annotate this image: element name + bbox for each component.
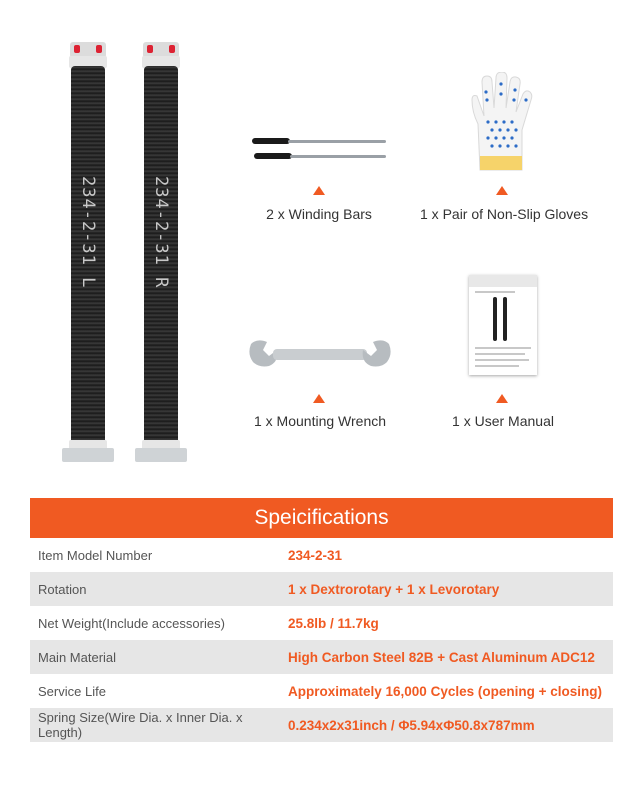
spec-value: Approximately 16,000 Cycles (opening + closing) xyxy=(288,683,602,699)
torsion-spring-left xyxy=(71,66,105,446)
pointer-triangle-icon xyxy=(313,394,325,403)
torsion-spring-right xyxy=(144,66,178,446)
gloves-icon xyxy=(468,72,538,172)
spring-label: 234-2-31 R xyxy=(151,176,171,289)
pointer-triangle-icon xyxy=(313,186,325,195)
spec-title: Speicifications xyxy=(30,498,613,538)
spec-key: Rotation xyxy=(38,581,87,597)
spring-plate xyxy=(135,448,187,462)
accessory-caption: 2 x Winding Bars xyxy=(266,206,372,222)
accessory-caption: 1 x Pair of Non-Slip Gloves xyxy=(420,206,589,222)
spring-label: 234-2-31 L xyxy=(78,176,98,289)
spec-value: 1 x Dextrorotary + 1 x Levorotary xyxy=(288,581,500,597)
spec-value: 234-2-31 xyxy=(288,547,343,563)
table-row xyxy=(30,640,613,674)
table-row xyxy=(30,674,613,708)
pointer-triangle-icon xyxy=(496,186,508,195)
pointer-triangle-icon xyxy=(496,394,508,403)
spec-value: High Carbon Steel 82B + Cast Aluminum ADC12 xyxy=(288,649,595,665)
spring-plate xyxy=(62,448,114,462)
spec-value: 25.8lb / 11.7kg xyxy=(288,615,379,631)
table-row xyxy=(30,606,613,640)
spec-key: Net Weight(Include accessories) xyxy=(38,615,225,631)
spec-key: Main Material xyxy=(38,649,117,665)
wrench-icon xyxy=(247,336,393,372)
accessory-caption: 1 x Mounting Wrench xyxy=(253,413,387,429)
spec-table xyxy=(30,498,613,742)
spec-key: Service Life xyxy=(38,683,106,699)
manual-icon xyxy=(469,275,537,375)
table-row xyxy=(30,708,613,742)
table-row xyxy=(30,572,613,606)
spec-value: 0.234x2x31inch / Φ5.94xΦ50.8x787mm xyxy=(288,717,535,733)
table-row xyxy=(30,538,613,572)
accessory-caption: 1 x User Manual xyxy=(452,413,554,429)
spec-key: Item Model Number xyxy=(38,547,153,563)
spec-key: Spring Size(Wire Dia. x Inner Dia. x Length) xyxy=(38,710,243,740)
